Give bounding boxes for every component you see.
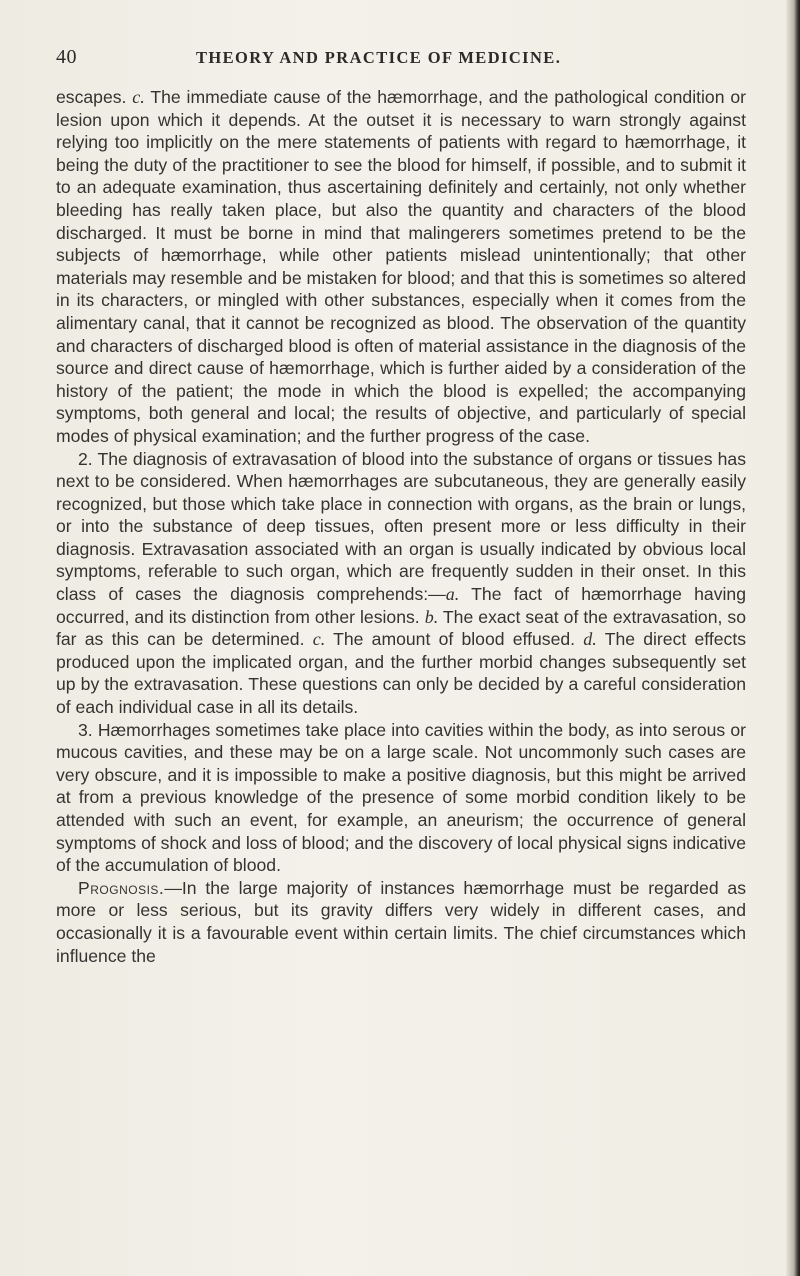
text-run: The direct effects produced upon the implicated organ, and the further morbid changes subsequently set up by the extravasation. These questions can only be decided by a careful consideration of each individual case in all its details. (56, 629, 746, 718)
paragraph-4 (56, 877, 746, 967)
text-run: 3. Hæmorrhages sometimes take place into cavities within the body, as into serous or mucous cavities, and these may be on a large scale. Not uncommonly such cases are very obscure, and it is impossible to make a positive diagnosis, but this might be arrived at from a previous knowledge of the presence of some morbid condition likely to be attended with such an event, for example, an aneurism; the occurrence of general symptoms of shock and loss of blood; and the discovery of local physical signs indicative of the accumulation of blood. (56, 719, 746, 876)
item-marker: d. (583, 629, 597, 650)
text-run: The exact seat of the extravasation, so far as this can be determined. (56, 606, 747, 650)
page-number: 40 (56, 46, 77, 68)
item-marker: a. (445, 584, 460, 605)
paragraph-3 (56, 719, 746, 877)
paragraph-1 (56, 86, 746, 448)
section-heading: Prognosis. (78, 877, 165, 898)
text-run: The immediate cause of the hæmorrhage, and the pathological condition or lesion upon which it depends. At the outset it is necessary to warn strongly against relying too implicitly on the mere statements of patients with regard to hæmorrhage, it being the duty of the practitioner to see the blood for himself, if possible, and to submit it to an adequate examination, thus ascertaining definitely and certainly, not only whether bleeding has really taken place, but also the quantity and characters of the blood discharged. It must be borne in mind that malingerers sometimes pretend to be the subjects of hæmorrhage, while other patients mislead unintentionally; that other materials may resemble and be mistaken for blood; and that this is sometimes so altered in its characters, or mingled with other substances, especially when it comes from the alimentary canal, that it cannot be recognized as blood. The observation of the quantity and characters of discharged blood is often of material assistance in the diagnosis of the source and direct cause of hæmorrhage, which is further aided by a consideration of the history of the patient; the mode in which the blood is expelled; the accompanying symptoms, both general and local; the results of objective, and particularly of special modes of physical examination; and the further progress of the case. (56, 87, 747, 446)
item-marker: b. (424, 606, 439, 627)
item-marker: c. (132, 87, 145, 107)
page-header (56, 46, 756, 68)
page-edge-shadow (786, 0, 800, 1276)
paragraph-2 (56, 448, 746, 719)
text-run: escapes. (56, 87, 133, 107)
body-text (56, 86, 746, 967)
text-run: The fact of hæmorrhage having occurred, and its distinction from other lesions. (56, 584, 746, 627)
text-run: —In the large majority of instances hæmorrhage must be regarded as more or less serious, but its gravity differs very widely in different cases, and occasionally it is a favourable event within certain limits. The chief circumstances which influence the (56, 877, 746, 966)
text-run: 2. The diagnosis of extravasation of blood into the substance of organs or tissues has next to be considered. When hæmorrhages are subcutaneous, they are generally easily recognized, but those which take place in connection with organs, as the brain or lungs, or into the substance of deep tissues, often present more or less difficulty in their diagnosis. Extravasation associated with an organ is usually indicated by obvious local symptoms, referable to such organ, which are frequently sudden in their onset. In this class of cases the diagnosis comprehends:— (56, 448, 746, 605)
item-marker: c. (312, 629, 326, 650)
running-head: THEORY AND PRACTICE OF MEDICINE. (196, 48, 562, 67)
text-run: The amount of blood effused. (325, 629, 584, 650)
